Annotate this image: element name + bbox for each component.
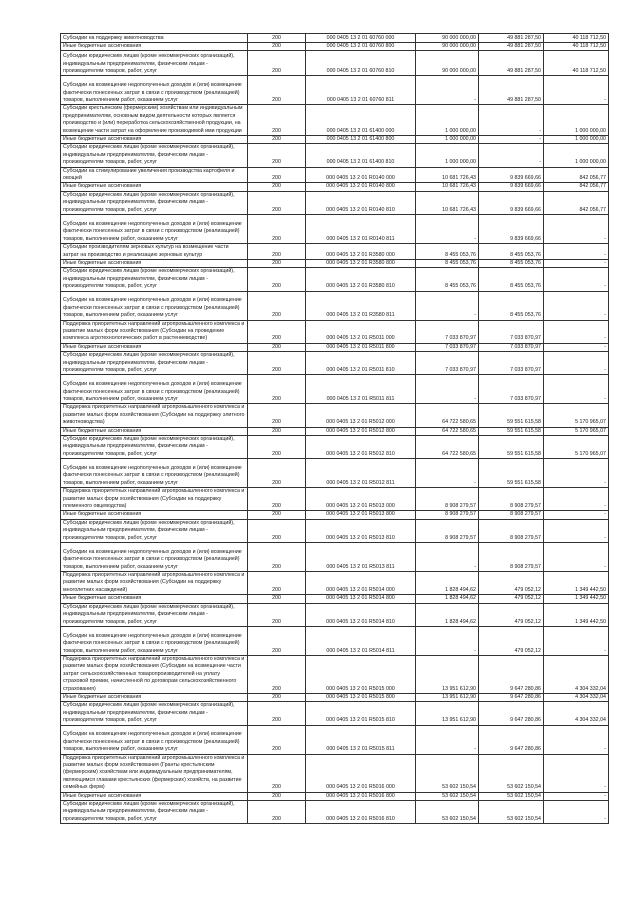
- row-name-cell: Субсидии юридическим лицам (кроме некоммерческих организаций), индивидуальным предпринимателям, физическим лицам - производителям товаров, работ, услуг: [61, 268, 248, 291]
- row-classification-code-cell: 000 0405 13 2 01 R5011 810: [306, 352, 416, 375]
- row-remainder-amount-cell: -: [544, 352, 609, 375]
- table-row: [61, 655, 609, 693]
- row-approved-amount-cell: 90 000 000,00: [416, 51, 479, 76]
- row-classification-code-cell: 000 0405 13 2 01 R5013 810: [306, 519, 416, 542]
- row-approved-amount-cell: 1 000 000,00: [416, 136, 479, 144]
- row-remainder-amount-cell: -: [544, 543, 609, 572]
- row-executed-amount-cell: 49 881 287,50: [479, 43, 544, 51]
- row-approved-amount-cell: 8 455 053,76: [416, 268, 479, 291]
- row-code-cell: 200: [248, 167, 306, 183]
- row-executed-amount-cell: 479 052,12: [479, 595, 544, 603]
- row-code-cell: 200: [248, 352, 306, 375]
- row-name-cell: Субсидии юридическим лицам (кроме некоммерческих организаций), индивидуальным предпринимателям, физическим лицам - производителям товаров, работ, услуг: [61, 702, 248, 725]
- row-code-cell: 200: [248, 511, 306, 519]
- row-executed-amount-cell: 9 839 669,66: [479, 215, 544, 244]
- table-row: [61, 136, 609, 144]
- row-code-cell: 200: [248, 34, 306, 43]
- table-row: [61, 543, 609, 572]
- row-code-cell: 200: [248, 725, 306, 754]
- table-row: [61, 488, 609, 511]
- row-remainder-amount-cell: -: [544, 792, 609, 800]
- row-approved-amount-cell: 8 908 279,57: [416, 519, 479, 542]
- row-executed-amount-cell: -: [479, 105, 544, 136]
- row-executed-amount-cell: 7 033 870,97: [479, 343, 544, 351]
- row-executed-amount-cell: 9 647 280,86: [479, 655, 544, 693]
- row-code-cell: 200: [248, 343, 306, 351]
- table-row: [61, 76, 609, 105]
- table-row: [61, 144, 609, 167]
- row-classification-code-cell: 000 0405 13 2 01 R3580 811: [306, 291, 416, 320]
- row-executed-amount-cell: 7 033 870,97: [479, 320, 544, 343]
- row-code-cell: 200: [248, 459, 306, 488]
- row-executed-amount-cell: -: [479, 144, 544, 167]
- row-name-cell: Иные бюджетные ассигнования: [61, 595, 248, 603]
- row-name-cell: Субсидии юридическим лицам (кроме некоммерческих организаций), индивидуальным предпринимателям, физическим лицам - производителям товаров, работ, услуг: [61, 191, 248, 214]
- row-remainder-amount-cell: -: [544, 76, 609, 105]
- row-classification-code-cell: 000 0405 13 2 01 R5015 810: [306, 702, 416, 725]
- row-classification-code-cell: 000 0405 13 2 01 R5013 000: [306, 488, 416, 511]
- row-code-cell: 200: [248, 626, 306, 655]
- row-classification-code-cell: 000 0405 13 2 01 R5014 811: [306, 626, 416, 655]
- row-code-cell: 200: [248, 375, 306, 404]
- row-approved-amount-cell: 53 602 150,54: [416, 801, 479, 824]
- table-row: [61, 603, 609, 626]
- table-row: [61, 595, 609, 603]
- row-classification-code-cell: 000 0405 13 2 01 60760 811: [306, 76, 416, 105]
- row-name-cell: Иные бюджетные ассигнования: [61, 43, 248, 51]
- row-code-cell: 200: [248, 136, 306, 144]
- row-executed-amount-cell: 8 455 053,76: [479, 291, 544, 320]
- row-approved-amount-cell: 10 681 726,43: [416, 183, 479, 191]
- row-remainder-amount-cell: 4 304 332,04: [544, 655, 609, 693]
- row-approved-amount-cell: -: [416, 626, 479, 655]
- table-row: [61, 725, 609, 754]
- row-name-cell: Субсидии на возмещение недополученных доходов и (или) возмещение фактически понесенных затрат в связи с производством (реализацией) товаров, выполнением работ, оказанием услуг: [61, 291, 248, 320]
- row-name-cell: Субсидии юридическим лицам (кроме некоммерческих организаций), индивидуальным предпринимателям, физическим лицам - производителям товаров, работ, услуг: [61, 603, 248, 626]
- row-approved-amount-cell: 8 908 279,57: [416, 488, 479, 511]
- row-approved-amount-cell: 13 951 612,90: [416, 702, 479, 725]
- row-classification-code-cell: 000 0405 13 2 01 60760 800: [306, 43, 416, 51]
- row-name-cell: Поддержка приоритетных направлений агропромышленного комплекса и развитие малых форм хозяйствования (Гранты крестьянским (фермерским) хозяйствам или индивидуальным предпринимателям, являющимся главами крестьянских (фермерских) хозяйств, на развитие семейных ферм): [61, 754, 248, 792]
- row-executed-amount-cell: 8 455 053,76: [479, 268, 544, 291]
- row-classification-code-cell: 000 0405 13 2 01 60760 000: [306, 34, 416, 43]
- row-executed-amount-cell: 49 881 287,50: [479, 76, 544, 105]
- row-name-cell: Субсидии юридическим лицам (кроме некоммерческих организаций), индивидуальным предпринимателям, физическим лицам - производителям товаров, работ, услуг: [61, 352, 248, 375]
- row-code-cell: 200: [248, 215, 306, 244]
- row-name-cell: Субсидии юридическим лицам (кроме некоммерческих организаций), индивидуальным предпринимателям, физическим лицам - производителям товаров, работ, услуг: [61, 144, 248, 167]
- row-approved-amount-cell: 64 722 580,65: [416, 427, 479, 435]
- row-approved-amount-cell: 90 000 000,00: [416, 43, 479, 51]
- row-code-cell: 200: [248, 655, 306, 693]
- table-row: [61, 259, 609, 267]
- table-row: [61, 702, 609, 725]
- row-classification-code-cell: 000 0405 13 2 01 R5015 811: [306, 725, 416, 754]
- row-name-cell: Поддержка приоритетных направлений агропромышленного комплекса и развитие малых форм хозяйствования (Субсидии на проведение комплекса агротехнологических работ в растениеводстве): [61, 320, 248, 343]
- row-approved-amount-cell: 13 951 612,90: [416, 655, 479, 693]
- row-classification-code-cell: 000 0405 13 2 01 R0140 000: [306, 167, 416, 183]
- table-row: [61, 51, 609, 76]
- row-name-cell: Иные бюджетные ассигнования: [61, 693, 248, 701]
- row-approved-amount-cell: -: [416, 375, 479, 404]
- row-remainder-amount-cell: -: [544, 215, 609, 244]
- row-remainder-amount-cell: 5 170 965,07: [544, 404, 609, 427]
- row-executed-amount-cell: 479 052,12: [479, 603, 544, 626]
- row-classification-code-cell: 000 0405 13 2 01 R3580 000: [306, 244, 416, 260]
- row-name-cell: Субсидии юридическим лицам (кроме некоммерческих организаций), индивидуальным предпринимателям, физическим лицам - производителям товаров, работ, услуг: [61, 436, 248, 459]
- row-approved-amount-cell: -: [416, 459, 479, 488]
- row-remainder-amount-cell: 842 056,77: [544, 167, 609, 183]
- row-classification-code-cell: 000 0405 13 2 01 R5015 000: [306, 655, 416, 693]
- row-classification-code-cell: 000 0405 13 2 01 R5016 800: [306, 792, 416, 800]
- row-classification-code-cell: 000 0405 13 2 01 61400 810: [306, 144, 416, 167]
- row-approved-amount-cell: 53 602 150,54: [416, 754, 479, 792]
- table-row: [61, 511, 609, 519]
- row-executed-amount-cell: 9 647 280,86: [479, 693, 544, 701]
- row-code-cell: 200: [248, 191, 306, 214]
- row-executed-amount-cell: 59 551 615,58: [479, 459, 544, 488]
- row-approved-amount-cell: 13 951 612,90: [416, 693, 479, 701]
- row-classification-code-cell: 000 0405 13 2 01 R5012 000: [306, 404, 416, 427]
- row-name-cell: Поддержка приоритетных направлений агропромышленного комплекса и развитие малых форм хозяйствования (Субсидии на поддержку многолетних насаждений): [61, 572, 248, 595]
- row-name-cell: Иные бюджетные ассигнования: [61, 792, 248, 800]
- row-remainder-amount-cell: -: [544, 754, 609, 792]
- table-row: [61, 352, 609, 375]
- table-row: [61, 34, 609, 43]
- row-approved-amount-cell: 10 681 726,43: [416, 191, 479, 214]
- table-row: [61, 436, 609, 459]
- table-row: [61, 459, 609, 488]
- row-approved-amount-cell: -: [416, 543, 479, 572]
- row-approved-amount-cell: 7 033 870,97: [416, 343, 479, 351]
- row-remainder-amount-cell: -: [544, 291, 609, 320]
- row-code-cell: 200: [248, 268, 306, 291]
- row-executed-amount-cell: 479 052,12: [479, 626, 544, 655]
- row-code-cell: 200: [248, 76, 306, 105]
- row-code-cell: 200: [248, 105, 306, 136]
- table-row: [61, 693, 609, 701]
- row-classification-code-cell: 000 0405 13 2 01 R5011 800: [306, 343, 416, 351]
- row-remainder-amount-cell: -: [544, 259, 609, 267]
- row-name-cell: Субсидии на возмещение недополученных доходов и (или) возмещение фактически понесенных затрат в связи с производством (реализацией) товаров, выполнением работ, оказанием услуг: [61, 626, 248, 655]
- row-code-cell: 200: [248, 43, 306, 51]
- row-remainder-amount-cell: -: [544, 343, 609, 351]
- row-name-cell: Иные бюджетные ассигнования: [61, 136, 248, 144]
- row-code-cell: 200: [248, 183, 306, 191]
- table-row: [61, 105, 609, 136]
- row-name-cell: Субсидии на возмещение недополученных доходов и (или) возмещение фактически понесенных затрат в связи с производством (реализацией) товаров, выполнением работ, оказанием услуг: [61, 543, 248, 572]
- table-row: [61, 404, 609, 427]
- row-name-cell: Иные бюджетные ассигнования: [61, 427, 248, 435]
- row-code-cell: 200: [248, 259, 306, 267]
- row-classification-code-cell: 000 0405 13 2 01 R5011 000: [306, 320, 416, 343]
- row-executed-amount-cell: 479 052,12: [479, 572, 544, 595]
- row-approved-amount-cell: 10 681 726,43: [416, 167, 479, 183]
- row-classification-code-cell: 000 0405 13 2 01 R3580 810: [306, 268, 416, 291]
- table-row: [61, 244, 609, 260]
- row-name-cell: Поддержка приоритетных направлений агропромышленного комплекса и развитие малых форм хозяйствования (Субсидии на возмещение части затрат сельскохозяйственных товаропроизводителей на уплату страховой премии, начисленной по договорам сельскохозяйственного страхования): [61, 655, 248, 693]
- row-classification-code-cell: 000 0405 13 2 01 R5014 000: [306, 572, 416, 595]
- table-row: [61, 183, 609, 191]
- table-row: [61, 754, 609, 792]
- row-code-cell: 200: [248, 488, 306, 511]
- row-executed-amount-cell: -: [479, 136, 544, 144]
- row-name-cell: Поддержка приоритетных направлений агропромышленного комплекса и развитие малых форм хозяйствования (Субсидии на поддержку племенного овцеводства): [61, 488, 248, 511]
- row-remainder-amount-cell: 40 118 712,50: [544, 51, 609, 76]
- row-name-cell: Иные бюджетные ассигнования: [61, 183, 248, 191]
- row-code-cell: 200: [248, 595, 306, 603]
- row-name-cell: Субсидии на возмещение недополученных доходов и (или) возмещение фактически понесенных затрат в связи с производством (реализацией) товаров, выполнением работ, оказанием услуг: [61, 76, 248, 105]
- row-executed-amount-cell: 8 908 279,57: [479, 511, 544, 519]
- row-classification-code-cell: 000 0405 13 2 01 R5012 811: [306, 459, 416, 488]
- row-executed-amount-cell: 9 839 669,66: [479, 183, 544, 191]
- row-classification-code-cell: 000 0405 13 2 01 R5012 810: [306, 436, 416, 459]
- row-classification-code-cell: 000 0405 13 2 01 R5014 810: [306, 603, 416, 626]
- row-executed-amount-cell: 9 647 280,86: [479, 702, 544, 725]
- row-classification-code-cell: 000 0405 13 2 01 R5016 000: [306, 754, 416, 792]
- row-approved-amount-cell: -: [416, 291, 479, 320]
- row-approved-amount-cell: -: [416, 76, 479, 105]
- row-classification-code-cell: 000 0405 13 2 01 R0140 810: [306, 191, 416, 214]
- row-code-cell: 200: [248, 693, 306, 701]
- row-code-cell: 200: [248, 144, 306, 167]
- table-row: [61, 626, 609, 655]
- row-remainder-amount-cell: -: [544, 320, 609, 343]
- row-name-cell: Субсидии юридическим лицам (кроме некоммерческих организаций), индивидуальным предпринимателям, физическим лицам - производителям товаров, работ, услуг: [61, 519, 248, 542]
- row-executed-amount-cell: 8 908 279,57: [479, 519, 544, 542]
- table-row: [61, 291, 609, 320]
- row-remainder-amount-cell: 40 118 712,50: [544, 43, 609, 51]
- row-remainder-amount-cell: -: [544, 244, 609, 260]
- row-executed-amount-cell: 9 647 280,86: [479, 725, 544, 754]
- row-classification-code-cell: 000 0405 13 2 01 R5014 800: [306, 595, 416, 603]
- row-remainder-amount-cell: 5 170 965,07: [544, 436, 609, 459]
- row-approved-amount-cell: 1 828 494,62: [416, 603, 479, 626]
- row-executed-amount-cell: 53 602 150,54: [479, 754, 544, 792]
- row-name-cell: Иные бюджетные ассигнования: [61, 259, 248, 267]
- row-executed-amount-cell: 7 033 870,97: [479, 375, 544, 404]
- row-classification-code-cell: 000 0405 13 2 01 R5011 811: [306, 375, 416, 404]
- row-executed-amount-cell: 7 033 870,97: [479, 352, 544, 375]
- row-code-cell: 200: [248, 792, 306, 800]
- row-classification-code-cell: 000 0405 13 2 01 R5016 810: [306, 801, 416, 824]
- row-remainder-amount-cell: -: [544, 375, 609, 404]
- budget-execution-table: [60, 33, 609, 824]
- row-executed-amount-cell: 53 602 150,54: [479, 801, 544, 824]
- row-executed-amount-cell: 8 908 279,57: [479, 543, 544, 572]
- table-row: [61, 343, 609, 351]
- row-name-cell: Иные бюджетные ассигнования: [61, 343, 248, 351]
- row-remainder-amount-cell: 1 349 442,50: [544, 572, 609, 595]
- row-code-cell: 200: [248, 320, 306, 343]
- row-code-cell: 200: [248, 51, 306, 76]
- row-remainder-amount-cell: 5 170 965,07: [544, 427, 609, 435]
- row-name-cell: Субсидии производителям зерновых культур на возмещение части затрат на производство и реализацию зерновых культур: [61, 244, 248, 260]
- row-classification-code-cell: 000 0405 13 2 01 61400 000: [306, 105, 416, 136]
- row-executed-amount-cell: 49 881 287,50: [479, 51, 544, 76]
- row-classification-code-cell: 000 0405 13 2 01 R5012 800: [306, 427, 416, 435]
- row-name-cell: Субсидии на возмещение недополученных доходов и (или) возмещение фактически понесенных затрат в связи с производством (реализацией) товаров, выполнением работ, оказанием услуг: [61, 215, 248, 244]
- table-row: [61, 572, 609, 595]
- row-remainder-amount-cell: 1 349 442,50: [544, 603, 609, 626]
- row-code-cell: 200: [248, 754, 306, 792]
- row-name-cell: Субсидии юридическим лицам (кроме некоммерческих организаций), индивидуальным предпринимателям, физическим лицам - производителям товаров, работ, услуг: [61, 801, 248, 824]
- row-approved-amount-cell: 1 828 494,62: [416, 572, 479, 595]
- row-approved-amount-cell: -: [416, 215, 479, 244]
- row-classification-code-cell: 000 0405 13 2 01 61400 800: [306, 136, 416, 144]
- row-approved-amount-cell: 64 722 580,65: [416, 436, 479, 459]
- row-code-cell: 200: [248, 404, 306, 427]
- row-approved-amount-cell: 7 033 870,97: [416, 352, 479, 375]
- row-approved-amount-cell: 8 908 279,57: [416, 511, 479, 519]
- row-remainder-amount-cell: -: [544, 801, 609, 824]
- row-name-cell: Поддержка приоритетных направлений агропромышленного комплекса и развитие малых форм хозяйствования (Субсидии на поддержку элитного животноводства): [61, 404, 248, 427]
- row-approved-amount-cell: 90 000 000,00: [416, 34, 479, 43]
- table-row: [61, 427, 609, 435]
- row-remainder-amount-cell: -: [544, 511, 609, 519]
- row-remainder-amount-cell: 1 000 000,00: [544, 144, 609, 167]
- row-classification-code-cell: 000 0405 13 2 01 R0140 800: [306, 183, 416, 191]
- row-classification-code-cell: 000 0405 13 2 01 60760 810: [306, 51, 416, 76]
- row-remainder-amount-cell: 4 304 332,04: [544, 702, 609, 725]
- table-row: [61, 320, 609, 343]
- table-row: [61, 375, 609, 404]
- table-row: [61, 43, 609, 51]
- row-approved-amount-cell: -: [416, 725, 479, 754]
- table-row: [61, 519, 609, 542]
- row-remainder-amount-cell: 4 304 332,04: [544, 693, 609, 701]
- row-executed-amount-cell: 59 551 615,58: [479, 427, 544, 435]
- table-row: [61, 792, 609, 800]
- row-executed-amount-cell: 8 908 279,57: [479, 488, 544, 511]
- table-row: [61, 215, 609, 244]
- row-remainder-amount-cell: -: [544, 268, 609, 291]
- row-approved-amount-cell: 64 722 580,65: [416, 404, 479, 427]
- row-name-cell: Субсидии на возмещение недополученных доходов и (или) возмещение фактически понесенных затрат в связи с производством (реализацией) товаров, выполнением работ, оказанием услуг: [61, 459, 248, 488]
- row-approved-amount-cell: 8 455 053,76: [416, 259, 479, 267]
- row-executed-amount-cell: 9 839 669,66: [479, 191, 544, 214]
- row-approved-amount-cell: 53 602 150,54: [416, 792, 479, 800]
- row-classification-code-cell: 000 0405 13 2 01 R5013 811: [306, 543, 416, 572]
- row-classification-code-cell: 000 0405 13 2 01 R5013 800: [306, 511, 416, 519]
- row-executed-amount-cell: 53 602 150,54: [479, 792, 544, 800]
- table-row: [61, 167, 609, 183]
- row-code-cell: 200: [248, 519, 306, 542]
- row-name-cell: Субсидии на поддержку животноводства: [61, 34, 248, 43]
- row-code-cell: 200: [248, 244, 306, 260]
- row-name-cell: Иные бюджетные ассигнования: [61, 511, 248, 519]
- row-executed-amount-cell: 59 551 615,58: [479, 404, 544, 427]
- row-name-cell: Субсидии на возмещение недополученных доходов и (или) возмещение фактически понесенных затрат в связи с производством (реализацией) товаров, выполнением работ, оказанием услуг: [61, 725, 248, 754]
- row-classification-code-cell: 000 0405 13 2 01 R5015 800: [306, 693, 416, 701]
- row-remainder-amount-cell: 1 000 000,00: [544, 105, 609, 136]
- row-executed-amount-cell: 49 881 287,50: [479, 34, 544, 43]
- row-remainder-amount-cell: 1 349 442,50: [544, 595, 609, 603]
- row-code-cell: 200: [248, 801, 306, 824]
- row-name-cell: Субсидии юридическим лицам (кроме некоммерческих организаций), индивидуальным предпринимателям, физическим лицам - производителям товаров, работ, услуг: [61, 51, 248, 76]
- row-remainder-amount-cell: -: [544, 725, 609, 754]
- row-code-cell: 200: [248, 572, 306, 595]
- row-approved-amount-cell: 7 033 870,97: [416, 320, 479, 343]
- row-approved-amount-cell: 8 455 053,76: [416, 244, 479, 260]
- table-row: [61, 801, 609, 824]
- row-remainder-amount-cell: 1 000 000,00: [544, 136, 609, 144]
- row-name-cell: Субсидии на стимулирование увеличения производства картофеля и овощей: [61, 167, 248, 183]
- row-executed-amount-cell: 59 551 615,58: [479, 436, 544, 459]
- row-code-cell: 200: [248, 291, 306, 320]
- row-approved-amount-cell: 1 828 494,62: [416, 595, 479, 603]
- row-name-cell: Субсидии крестьянским (фермерским) хозяйствам или индивидуальным предпринимателям, основным видом деятельности которых является производство и (или) переработка сельскохозяйственной продукции, на возмещение части затрат на оформление производимой ими продукции: [61, 105, 248, 136]
- row-code-cell: 200: [248, 702, 306, 725]
- row-remainder-amount-cell: -: [544, 626, 609, 655]
- row-classification-code-cell: 000 0405 13 2 01 R0140 811: [306, 215, 416, 244]
- row-approved-amount-cell: 1 000 000,00: [416, 105, 479, 136]
- row-name-cell: Субсидии на возмещение недополученных доходов и (или) возмещение фактически понесенных затрат в связи с производством (реализацией) товаров, выполнением работ, оказанием услуг: [61, 375, 248, 404]
- row-remainder-amount-cell: 842 056,77: [544, 191, 609, 214]
- row-classification-code-cell: 000 0405 13 2 01 R3580 800: [306, 259, 416, 267]
- row-executed-amount-cell: 8 455 053,76: [479, 259, 544, 267]
- row-code-cell: 200: [248, 436, 306, 459]
- row-remainder-amount-cell: -: [544, 488, 609, 511]
- row-code-cell: 200: [248, 543, 306, 572]
- row-executed-amount-cell: 9 839 669,66: [479, 167, 544, 183]
- table-body: [61, 34, 609, 824]
- row-remainder-amount-cell: 842 056,77: [544, 183, 609, 191]
- table-row: [61, 191, 609, 214]
- table-row: [61, 268, 609, 291]
- row-approved-amount-cell: 1 000 000,00: [416, 144, 479, 167]
- row-executed-amount-cell: 8 455 053,76: [479, 244, 544, 260]
- row-remainder-amount-cell: -: [544, 459, 609, 488]
- row-remainder-amount-cell: -: [544, 519, 609, 542]
- row-remainder-amount-cell: 40 118 712,50: [544, 34, 609, 43]
- row-code-cell: 200: [248, 603, 306, 626]
- row-code-cell: 200: [248, 427, 306, 435]
